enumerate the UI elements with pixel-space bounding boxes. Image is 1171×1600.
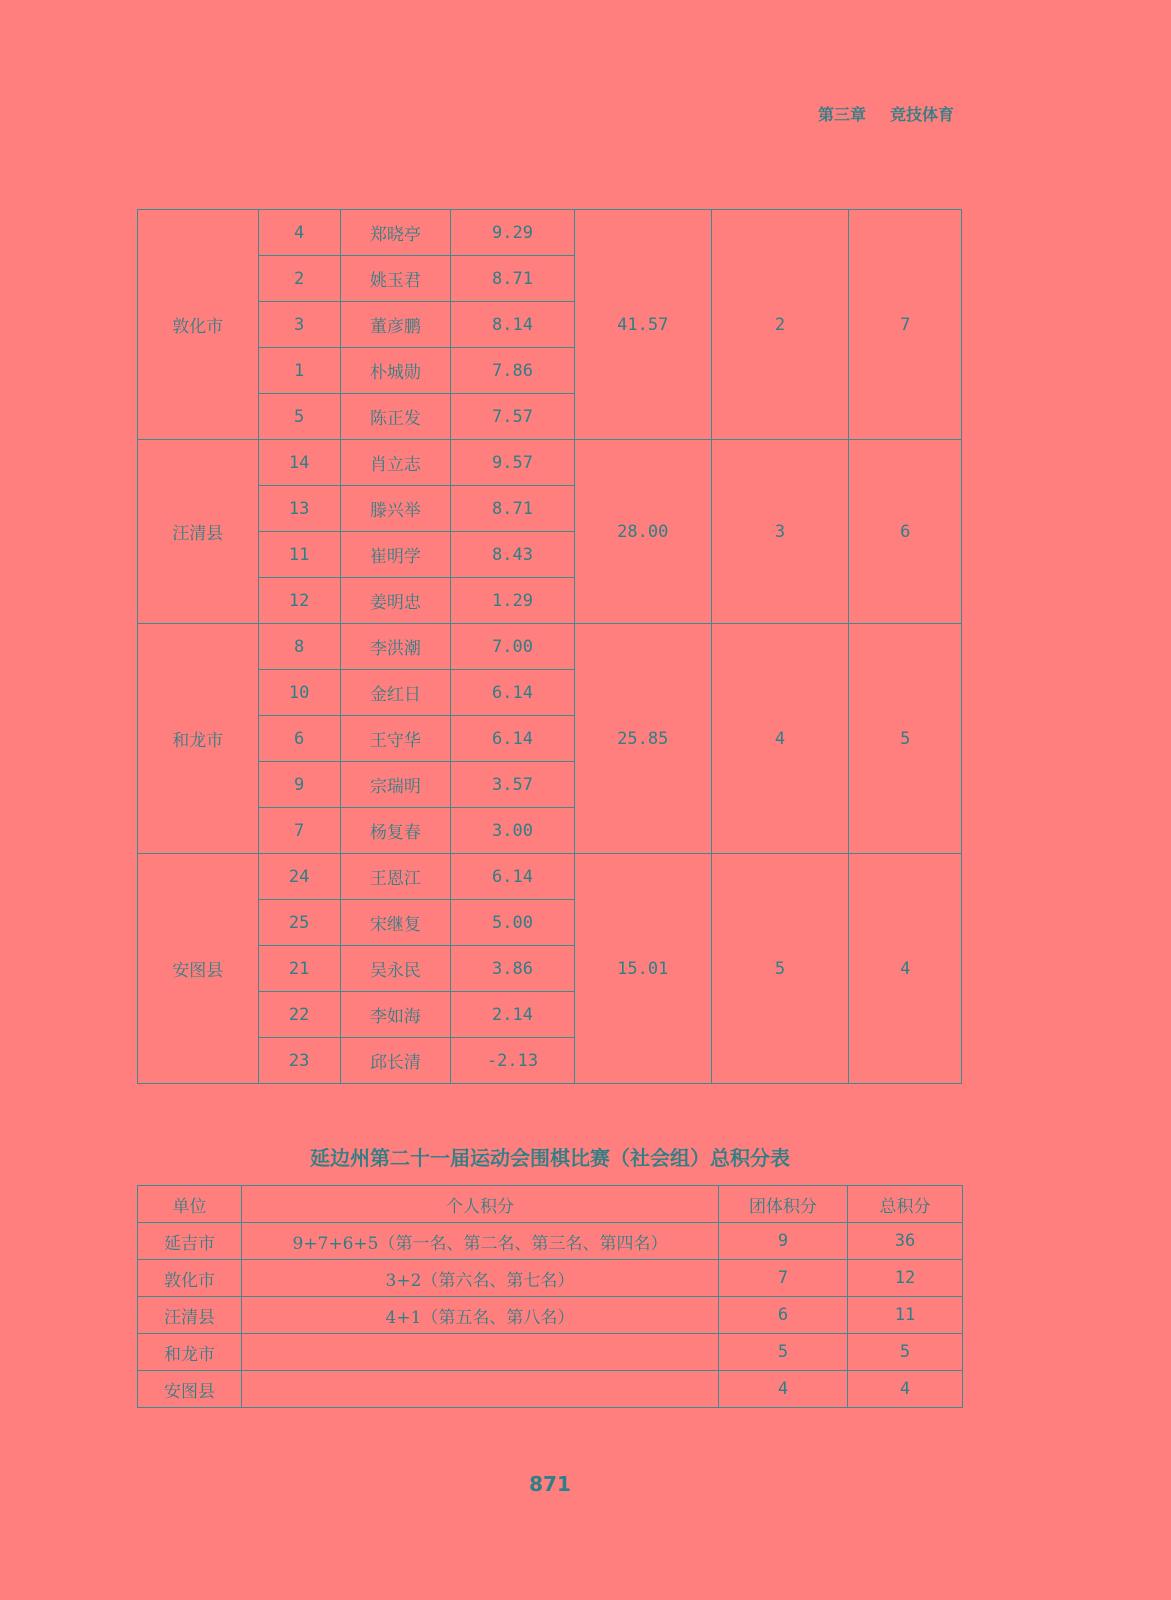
player-number: 6 — [258, 716, 340, 762]
player-score: 7.86 — [451, 348, 575, 394]
team-results-table — [137, 209, 962, 1084]
summary-team: 9 — [719, 1223, 848, 1260]
player-name: 宗瑞明 — [340, 762, 450, 808]
summary-total: 4 — [848, 1371, 963, 1408]
table-row — [138, 1297, 963, 1334]
player-number: 25 — [258, 900, 340, 946]
unit-cell: 汪清县 — [138, 440, 259, 624]
player-name: 吴永民 — [340, 946, 450, 992]
summary-header-row — [138, 1186, 963, 1223]
team-points: 4 — [849, 854, 962, 1084]
summary-title: 延边州第二十一届运动会围棋比赛（社会组）总积分表 — [310, 1146, 790, 1170]
summary-team: 7 — [719, 1260, 848, 1297]
player-name: 杨复春 — [340, 808, 450, 854]
unit-cell: 和龙市 — [138, 624, 259, 854]
team-points: 5 — [849, 624, 962, 854]
team-total: 25.85 — [574, 624, 711, 854]
player-score: 1.29 — [451, 578, 575, 624]
player-number: 2 — [258, 256, 340, 302]
unit-cell: 安图县 — [138, 854, 259, 1084]
player-score: 6.14 — [451, 854, 575, 900]
player-name: 金红日 — [340, 670, 450, 716]
team-results-body — [138, 210, 962, 1084]
page-number: 871 — [529, 1472, 571, 1496]
summary-unit: 汪清县 — [138, 1297, 242, 1334]
summary-individual — [242, 1371, 719, 1408]
player-score: 3.57 — [451, 762, 575, 808]
table-row — [138, 1334, 963, 1371]
summary-individual: 3+2（第六名、第七名） — [242, 1260, 719, 1297]
summary-team: 6 — [719, 1297, 848, 1334]
player-number: 10 — [258, 670, 340, 716]
player-name: 肖立志 — [340, 440, 450, 486]
table-row — [138, 854, 962, 900]
team-points: 7 — [849, 210, 962, 440]
summary-unit: 和龙市 — [138, 1334, 242, 1371]
player-score: 3.00 — [451, 808, 575, 854]
running-header — [818, 102, 954, 125]
player-name: 滕兴举 — [340, 486, 450, 532]
table-row — [138, 210, 962, 256]
player-number: 9 — [258, 762, 340, 808]
player-name: 董彦鹏 — [340, 302, 450, 348]
team-rank: 3 — [711, 440, 849, 624]
unit-cell: 敦化市 — [138, 210, 259, 440]
summary-individual: 9+7+6+5（第一名、第二名、第三名、第四名） — [242, 1223, 719, 1260]
player-number: 5 — [258, 394, 340, 440]
summary-team: 4 — [719, 1371, 848, 1408]
table-row — [138, 1260, 963, 1297]
team-total: 15.01 — [574, 854, 711, 1084]
team-rank: 5 — [711, 854, 849, 1084]
player-name: 陈正发 — [340, 394, 450, 440]
player-number: 3 — [258, 302, 340, 348]
summary-table — [137, 1185, 963, 1408]
summary-individual: 4+1（第五名、第八名） — [242, 1297, 719, 1334]
player-name: 宋继复 — [340, 900, 450, 946]
player-score: 9.29 — [451, 210, 575, 256]
player-number: 12 — [258, 578, 340, 624]
summary-header-individual: 个人积分 — [242, 1186, 719, 1223]
table-row — [138, 1371, 963, 1408]
summary-individual — [242, 1334, 719, 1371]
summary-unit: 安图县 — [138, 1371, 242, 1408]
player-score: 9.57 — [451, 440, 575, 486]
player-number: 4 — [258, 210, 340, 256]
summary-team: 5 — [719, 1334, 848, 1371]
summary-header-total: 总积分 — [848, 1186, 963, 1223]
team-total: 41.57 — [574, 210, 711, 440]
chapter-label: 第三章 — [817, 105, 866, 124]
table-row — [138, 624, 962, 670]
summary-header-unit: 单位 — [138, 1186, 242, 1223]
player-score: -2.13 — [451, 1038, 575, 1084]
player-number: 11 — [258, 532, 340, 578]
section-label: 竞技体育 — [889, 105, 954, 124]
player-name: 李如海 — [340, 992, 450, 1038]
player-score: 3.86 — [451, 946, 575, 992]
summary-total: 11 — [848, 1297, 963, 1334]
player-score: 6.14 — [451, 670, 575, 716]
player-name: 姚玉君 — [340, 256, 450, 302]
player-score: 8.14 — [451, 302, 575, 348]
player-number: 14 — [258, 440, 340, 486]
summary-unit: 延吉市 — [138, 1223, 242, 1260]
player-name: 崔明学 — [340, 532, 450, 578]
summary-total: 12 — [848, 1260, 963, 1297]
player-score: 6.14 — [451, 716, 575, 762]
player-name: 郑晓亭 — [340, 210, 450, 256]
player-name: 朴城勋 — [340, 348, 450, 394]
player-name: 王恩江 — [340, 854, 450, 900]
summary-unit: 敦化市 — [138, 1260, 242, 1297]
player-score: 8.71 — [451, 486, 575, 532]
player-number: 1 — [258, 348, 340, 394]
player-number: 8 — [258, 624, 340, 670]
table-row — [138, 440, 962, 486]
summary-total: 36 — [848, 1223, 963, 1260]
player-score: 2.14 — [451, 992, 575, 1038]
player-name: 姜明忠 — [340, 578, 450, 624]
player-number: 23 — [258, 1038, 340, 1084]
table-row — [138, 1223, 963, 1260]
team-points: 6 — [849, 440, 962, 624]
summary-header-team: 团体积分 — [719, 1186, 848, 1223]
team-rank: 4 — [711, 624, 849, 854]
player-score: 7.00 — [451, 624, 575, 670]
summary-total: 5 — [848, 1334, 963, 1371]
player-number: 13 — [258, 486, 340, 532]
player-number: 22 — [258, 992, 340, 1038]
player-score: 8.43 — [451, 532, 575, 578]
player-name: 王守华 — [340, 716, 450, 762]
player-name: 李洪潮 — [340, 624, 450, 670]
player-name: 邱长清 — [340, 1038, 450, 1084]
player-number: 7 — [258, 808, 340, 854]
team-total: 28.00 — [574, 440, 711, 624]
player-score: 5.00 — [451, 900, 575, 946]
player-number: 21 — [258, 946, 340, 992]
player-score: 8.71 — [451, 256, 575, 302]
player-score: 7.57 — [451, 394, 575, 440]
team-rank: 2 — [711, 210, 849, 440]
player-number: 24 — [258, 854, 340, 900]
